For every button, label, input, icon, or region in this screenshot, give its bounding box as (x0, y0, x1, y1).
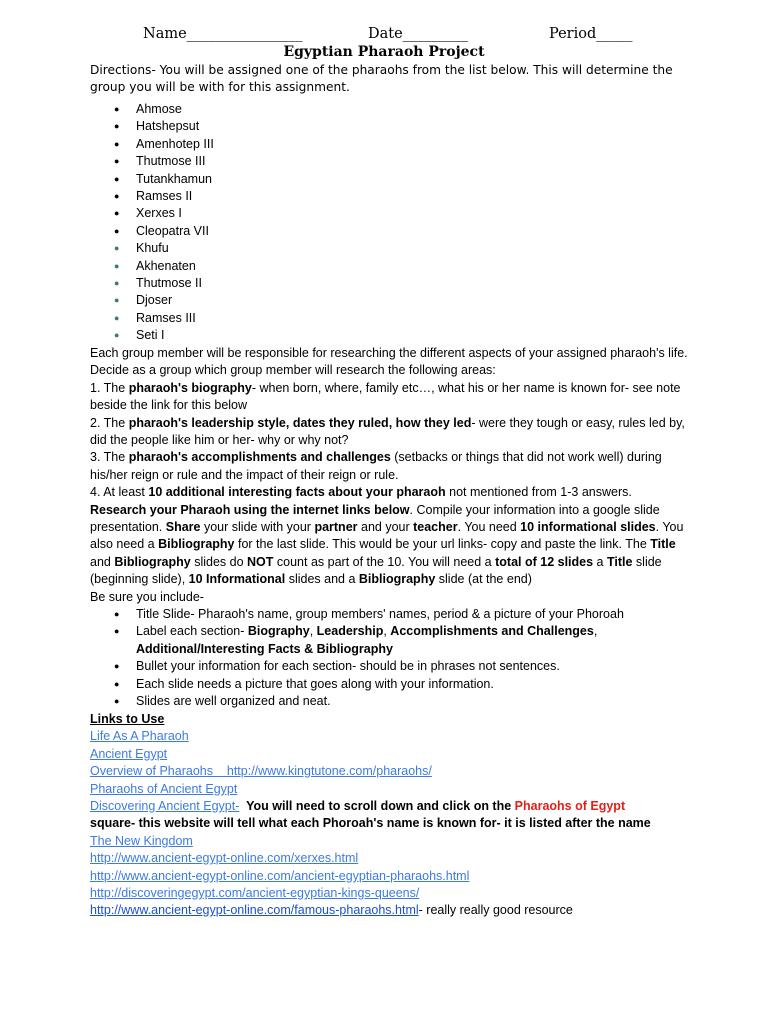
links-heading (90, 711, 710, 728)
link-row (90, 868, 710, 885)
link-kings-queens[interactable]: http://discoveringegypt.com/ancient-egyptian-kings-queens/ (90, 886, 420, 901)
link-row (90, 902, 710, 919)
pharaoh-name: Xerxes I (136, 206, 182, 221)
list-item (0, 240, 768, 257)
area-leadership (90, 415, 690, 450)
area-text: 2. The (90, 415, 129, 430)
research-bold: total of 12 slides (495, 554, 594, 569)
research-text: slide (beginning slide), (90, 554, 662, 587)
include-text: Slides are well organized and neat. (136, 694, 331, 709)
directions-text: Directions- You will be assigned one of the pharaohs from the list below. This will determine the group you will be with for this assignment. (90, 63, 673, 94)
link-row (90, 850, 710, 867)
link-note: You will need to scroll down and click on the (239, 799, 515, 814)
area-bold: pharaoh's biography (128, 380, 252, 395)
include-text: Label each section- (136, 624, 248, 639)
link-overview-of-pharaohs[interactable]: Overview of Pharaohs (90, 764, 213, 779)
link-row (90, 728, 710, 745)
research-bold: Research your Pharaoh using the internet links below (90, 502, 410, 517)
bullet-icon: ● (114, 225, 120, 236)
bullet-icon: ● (114, 173, 120, 184)
bullet-icon: ● (114, 208, 120, 219)
research-text: and your (357, 520, 414, 535)
area-text: 1. The (90, 380, 129, 395)
link-pharaohs-of-ancient-egypt[interactable]: Pharaohs of Ancient Egypt (90, 781, 238, 796)
list-item (0, 292, 768, 309)
list-item (0, 118, 768, 135)
link-ancient-egyptian-pharaohs[interactable]: http://www.ancient-egypt-online.com/ancient-egyptian-pharaohs.html (90, 868, 470, 883)
list-item (0, 658, 636, 675)
research-bold: Bibliography (358, 572, 436, 587)
research-bold: partner (314, 520, 358, 535)
list-item (0, 258, 768, 275)
pharaoh-name: Hatshepsut (136, 119, 200, 134)
list-item (0, 275, 768, 292)
research-bold: Bibliography (114, 554, 191, 569)
list-item (0, 606, 636, 623)
name-field-label[interactable]: Name________________ (143, 26, 303, 42)
date-field-label[interactable]: Date_________ (368, 26, 468, 42)
pharaoh-name: Thutmose III (136, 154, 206, 169)
page-title-text: Egyptian Pharaoh Project (283, 44, 485, 60)
bullet-icon: ● (114, 121, 120, 132)
pharaoh-name: Amenhotep III (136, 136, 214, 151)
include-text: Title Slide- Pharaoh's name, group members' names, period & a picture of your Phoroah (136, 607, 624, 621)
link-kingtutone[interactable]: http://www.kingtutone.com/pharaohs/ (212, 764, 432, 779)
pharaoh-name: Ramses II (136, 188, 193, 203)
research-bold: NOT (247, 554, 274, 569)
include-text: , (593, 624, 598, 639)
pharaoh-name: Cleopatra VII (136, 223, 209, 238)
link-row (90, 885, 710, 902)
link-note: square- this website will tell what each Phoroah's name is known for- it is listed after the name (90, 816, 651, 831)
research-text: . You also need a (90, 520, 684, 552)
link-ancient-egypt[interactable]: Ancient Egypt (90, 746, 168, 761)
area-bold: pharaoh's leadership style, dates they ruled, how they led (128, 415, 472, 430)
include-bold: Biography (247, 624, 310, 639)
pharaoh-name: Tutankhamun (136, 171, 212, 186)
area-text: - were they tough or easy, rules led by, did the people like him or her- why or why not? (90, 415, 685, 448)
intro-paragraph: Each group member will be responsible for researching the different aspects of your assigned pharaoh's life. Decide as a group which group member will research the following areas: (90, 346, 688, 378)
bullet-icon: ● (114, 609, 120, 619)
bullet-icon: ● (114, 138, 120, 149)
instructions-body (90, 345, 690, 606)
area-text: - when born, where, family etc…, what his or her name is known for- see note beside the link for this below (90, 380, 681, 413)
area-biography (90, 380, 690, 415)
period-field-label[interactable]: Period_____ (549, 26, 633, 42)
links-section (90, 711, 710, 920)
research-bold: 10 Informational (188, 572, 286, 587)
list-item (0, 153, 768, 170)
include-bold: Additional/Interesting Facts & Bibliography (136, 641, 393, 656)
bullet-icon: ● (114, 696, 120, 707)
link-xerxes[interactable]: http://www.ancient-egypt-online.com/xerxes.html (90, 851, 359, 866)
bullet-icon: ● (114, 678, 120, 689)
area-bold: pharaoh's accomplishments and challenges (128, 450, 391, 465)
include-bold: Accomplishments and Challenges (390, 624, 594, 639)
link-row (90, 746, 710, 763)
research-bold: teacher (413, 520, 458, 535)
bullet-icon: ● (114, 661, 120, 672)
pharaoh-list (0, 101, 768, 344)
research-bold: Share (165, 520, 201, 535)
list-item (0, 223, 768, 240)
research-text: slide (at the end) (435, 572, 532, 587)
include-text: , (309, 624, 317, 639)
bullet-icon: ● (114, 295, 120, 306)
research-text: . You need (457, 520, 521, 535)
list-item (0, 623, 636, 658)
pharaoh-name: Akhenaten (136, 258, 196, 273)
link-note-row (90, 815, 710, 832)
pharaoh-name: Seti I (136, 328, 165, 343)
pharaoh-name: Thutmose II (136, 275, 202, 290)
include-list (0, 606, 768, 710)
area-accomplishments (90, 449, 690, 484)
bullet-icon: ● (114, 156, 120, 167)
area-text: 3. The (90, 450, 129, 465)
list-item (0, 676, 636, 693)
research-text: count as part of the 10. You will need a (273, 554, 496, 569)
link-new-kingdom[interactable]: The New Kingdom (90, 833, 193, 848)
list-item (0, 693, 636, 710)
research-text: slides and a (285, 572, 359, 587)
list-item (0, 101, 768, 118)
link-row (90, 781, 710, 798)
page-title (0, 44, 768, 60)
list-item (0, 188, 768, 205)
research-text: and (90, 554, 115, 569)
research-text: for the last slide. This would be your url links- copy and paste the link. The (234, 537, 651, 552)
link-famous-pharaohs[interactable]: http://www.ancient-egypt-online.com/famous-pharaohs.html (90, 903, 419, 918)
research-bold: 10 informational slides (520, 520, 656, 535)
area-bold: 10 additional interesting facts about your pharaoh (148, 485, 446, 500)
area-text: (setbacks or things that did not work well) during his/her reign or rule and the impact of their reign or rule. (90, 450, 662, 482)
bullet-icon: ● (114, 190, 120, 201)
bullet-icon: ● (114, 104, 120, 114)
link-row (90, 833, 710, 850)
list-item (0, 205, 768, 222)
pharaoh-name: Khufu (136, 241, 169, 256)
pharaoh-name: Ramses III (136, 310, 196, 325)
research-bold: Title (650, 537, 676, 552)
research-text: a (593, 554, 607, 569)
area-facts (90, 484, 690, 501)
links-heading-text: Links to Use (90, 712, 165, 726)
research-paragraph (90, 502, 690, 589)
link-row (90, 798, 710, 815)
list-item (0, 171, 768, 188)
research-bold: Bibliography (158, 537, 235, 552)
include-text: Bullet your information for each section- should be in phrases not sentences. (136, 659, 560, 674)
list-item (0, 327, 768, 344)
research-text: your slide with your (200, 520, 315, 535)
link-discovering-ancient-egypt[interactable]: Discovering Ancient Egypt- (90, 799, 240, 814)
list-item (0, 136, 768, 153)
include-bold: Leadership (316, 624, 384, 639)
include-text: Each slide needs a picture that goes along with your information. (136, 676, 494, 691)
area-text: not mentioned from 1-3 answers. (445, 485, 632, 500)
research-text: . Compile your information into a google slide presentation. (90, 502, 660, 535)
bullet-icon: ● (114, 277, 120, 288)
research-text: slides do (190, 554, 248, 569)
pharaoh-name: Ahmose (136, 102, 182, 116)
include-heading: Be sure you include- (90, 589, 204, 604)
bullet-icon: ● (114, 243, 120, 254)
bullet-icon: ● (114, 312, 120, 323)
link-note-red: Pharaohs of Egypt (514, 799, 626, 814)
area-text: 4. At least (90, 485, 149, 500)
pharaoh-name: Djoser (136, 293, 173, 308)
link-note: - really really good resource (418, 903, 573, 918)
list-item (0, 310, 768, 327)
include-text: , (383, 624, 391, 639)
bullet-icon: ● (114, 330, 120, 341)
bullet-icon: ● (114, 626, 120, 637)
link-row (90, 763, 710, 780)
research-bold: Title (606, 554, 633, 569)
bullet-icon: ● (114, 260, 120, 271)
link-life-as-a-pharaoh[interactable]: Life As A Pharaoh (90, 729, 189, 744)
